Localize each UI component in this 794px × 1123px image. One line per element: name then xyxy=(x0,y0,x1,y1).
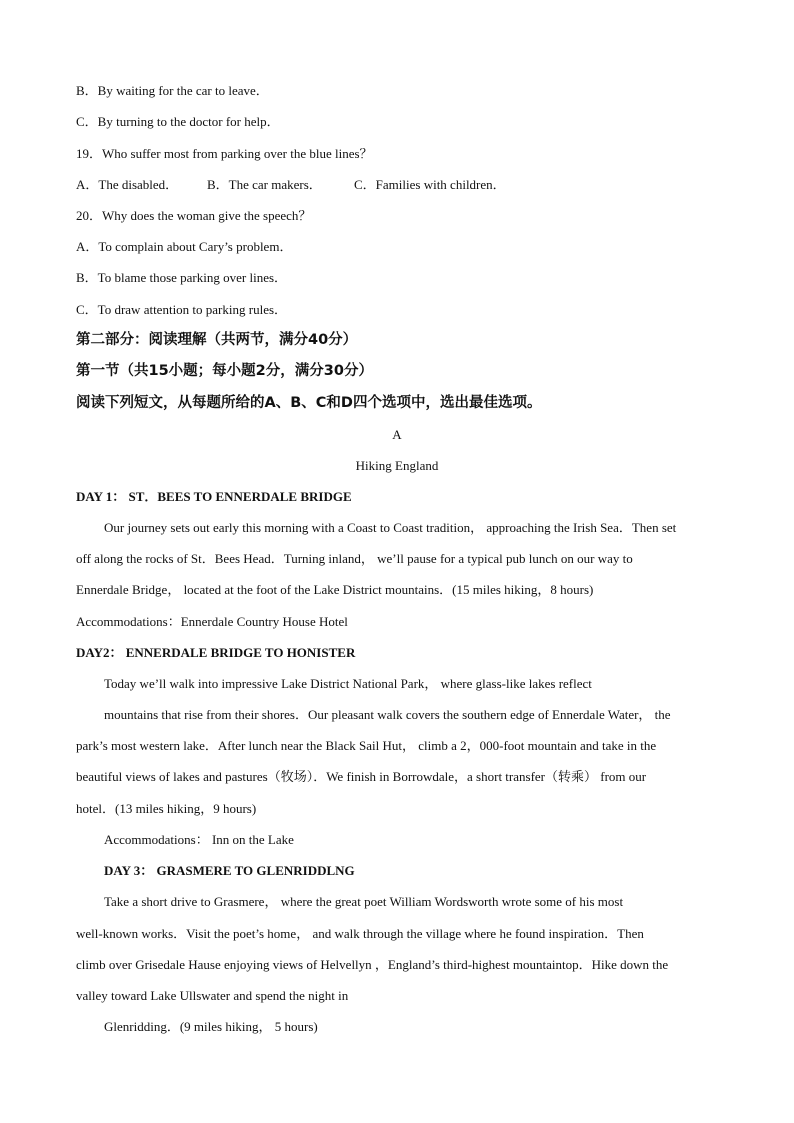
day1-heading: DAY 1： ST．BEES TO ENNERDALE BRIDGE xyxy=(76,489,352,504)
passage-title: Hiking England xyxy=(355,458,439,473)
q19-option-b: B．The car makers． xyxy=(207,177,322,192)
section1-heading: 第一节（共15小题；每小题2分，满分30分） xyxy=(76,363,373,379)
day2-line: beautiful views of lakes and pastures（牧场）．We finish in Borrowdale，a short transfer（转乘） from our xyxy=(76,769,647,784)
reading-instruction: 阅读下列短文，从每题所给的A、B、C和D四个选项中，选出最佳选项。 xyxy=(76,395,542,411)
day2-accommodation: Accommodations： Inn on the Lake xyxy=(104,832,294,847)
q19-options xyxy=(76,176,506,194)
day2-line: mountains that rise from their shores．Our pleasant walk covers the southern edge of Ennerdale Water， the xyxy=(104,707,671,722)
q20-option-a: A．To complain about Cary’s problem． xyxy=(76,239,293,254)
day3-line: climb over Grisedale Hause enjoying views of Helvellyn ，England’s third-highest mountaintop．Hike down the xyxy=(76,957,669,972)
day1-line: Our journey sets out early this morning with a Coast to Coast tradition， approaching the Irish Sea．Then set xyxy=(104,520,677,535)
day3-line: Take a short drive to Grasmere， where the great poet William Wordsworth wrote some of his most xyxy=(104,894,624,909)
day1-line: Ennerdale Bridge， located at the foot of the Lake District mountains．(15 miles hiking，8 hours) xyxy=(76,582,594,597)
passage-letter: A xyxy=(392,427,402,442)
day3-line: valley toward Lake Ullswater and spend the night in xyxy=(76,988,349,1003)
q19-question: 19．Who suffer most from parking over the blue lines？ xyxy=(76,146,373,161)
day1-accommodation: Accommodations：Ennerdale Country House Hotel xyxy=(76,614,348,629)
q20-question: 20．Why does the woman give the speech？ xyxy=(76,208,312,223)
day2-heading: DAY2： ENNERDALE BRIDGE TO HONISTER xyxy=(76,645,356,660)
q19-option-c: C．Families with children． xyxy=(354,177,506,192)
q18-option-b: B．By waiting for the car to leave． xyxy=(76,83,269,98)
q19-option-a: A．The disabled． xyxy=(76,177,179,192)
q20-option-b: B．To blame those parking over lines． xyxy=(76,270,288,285)
day2-line: Today we’ll walk into impressive Lake District National Park， where glass-like lakes reflect xyxy=(104,676,592,691)
part2-heading: 第二部分：阅读理解（共两节，满分40分） xyxy=(76,332,358,348)
day3-line: well-known works．Visit the poet’s home， and walk through the village where he found inspiration．Then xyxy=(76,926,644,941)
q18-option-c: C．By turning to the doctor for help． xyxy=(76,114,280,129)
day1-line: off along the rocks of St．Bees Head．Turning inland， we’ll pause for a typical pub lunch on our way to xyxy=(76,551,633,566)
day2-line: hotel．(13 miles hiking，9 hours) xyxy=(76,801,257,816)
day3-heading: DAY 3： GRASMERE TO GLENRIDDLNG xyxy=(104,863,355,878)
q20-option-c: C．To draw attention to parking rules． xyxy=(76,302,288,317)
day3-line: Glenridding．(9 miles hiking， 5 hours) xyxy=(104,1019,318,1034)
day2-line: park’s most western lake．After lunch near the Black Sail Hut， climb a 2，000-foot mountain and take in the xyxy=(76,738,657,753)
